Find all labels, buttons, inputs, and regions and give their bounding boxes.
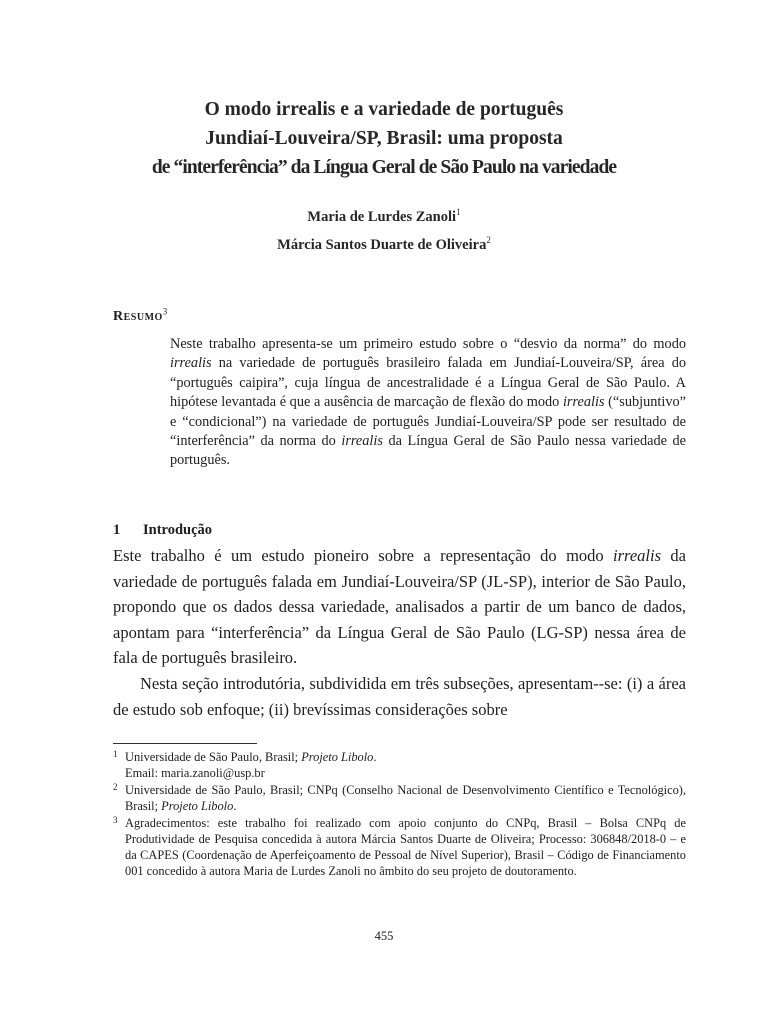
author-name: Márcia Santos Duarte de Oliveira [277, 237, 487, 253]
footnote-email[interactable]: Email: maria.zanoli@usp.br [125, 766, 265, 780]
body-text: da variedade de português falada em Jundiaí-Louveira/SP (JL-SP), interior de São Paulo, propondo que os dados dessa variedade, analisados a partir de um banco de dados, apontam para “interferência” da Língua Geral de São Paulo (LG-SP) nessa área de fala de português brasileiro. [113, 546, 686, 668]
body-italic-term: irrealis [613, 546, 662, 565]
title-line-2: Jundiaí-Louveira/SP, Brasil: uma proposta [205, 128, 563, 149]
footnote-text-end: . [233, 799, 237, 813]
footnote-text-end: . [373, 750, 377, 764]
title-line-1: O modo irrealis e a variedade de português [204, 99, 564, 120]
footnote-mark: 3 [113, 815, 118, 825]
title-line-3: de “interferência” da Língua Geral de São Paulo na variedade [151, 157, 617, 178]
author-name: Maria de Lurdes Zanoli [307, 209, 457, 225]
page-number: 455 [374, 929, 394, 943]
footnote-divider [113, 743, 257, 744]
paper-title [80, 95, 688, 182]
footnote-italic: Projeto Libolo [161, 799, 234, 813]
body-text: Este trabalho é um estudo pioneiro sobre a representação do modo [113, 546, 614, 565]
footnote-3 [113, 815, 686, 879]
footnote-text: Agradecimentos: este trabalho foi realizado com apoio conjunto do CNPq, Brasil – Bolsa CNPq de Produtividade de Pesquisa concedida à autora Márcia Santos Duarte de Oliveira; Processo: 306848/2018-0 – e da CAPES (Coordenação de Aperfeiçoamento de Pessoal de Nível Superior), Brasil – Código de Financiamento 001 concedido à autora Maria de Lurdes Zanoli no âmbito do seu projeto de doutoramento. [125, 816, 686, 878]
abstract-paragraph [170, 335, 686, 471]
abstract-text: Neste trabalho apresenta-se um primeiro estudo sobre o “desvio da norma” do modo [170, 336, 686, 352]
abstract-italic-term: irrealis [170, 355, 212, 372]
section-number: 1 [113, 522, 121, 538]
author-list [80, 203, 688, 259]
author-1 [80, 203, 688, 231]
abstract-italic-term: irrealis [341, 433, 383, 450]
footnote-1 [113, 749, 686, 781]
section-body [113, 543, 686, 722]
footnote-mark: 1 [113, 749, 118, 759]
body-paragraph-1 [113, 543, 686, 671]
abstract-body [170, 335, 686, 471]
abstract-text: (“subjuntivo” e “condicional”) na variedade de português Jundiaí-Louveira/SP pode ser resultado de “interferência” da norma do [170, 394, 686, 450]
abstract-text: da Língua Geral de São Paulo nessa variedade de português. [170, 433, 686, 469]
author-2 [80, 231, 688, 259]
footnotes [113, 749, 686, 880]
footnote-ref[interactable]: 2 [486, 235, 491, 246]
footnote-text: Universidade de São Paulo, Brasil; CNPq (Conselho Nacional de Desenvolvimento Científico e Tecnológico), Brasil; [125, 783, 686, 813]
footnote-ref[interactable]: 3 [162, 306, 168, 317]
footnote-italic: Projeto Libolo [301, 750, 374, 764]
abstract-italic-term: irrealis [562, 394, 605, 411]
abstract-heading [113, 306, 168, 325]
footnote-ref[interactable]: 1 [456, 207, 461, 218]
footnote-mark: 2 [113, 782, 118, 792]
body-paragraph-2: Nesta seção introdutória, subdividida em três subseções, apresentam--se: (i) a área de estudo sob enfoque; (ii) brevíssimas considerações sobre [113, 673, 686, 719]
abstract-heading-text: Resumo [113, 309, 163, 324]
section-title: Introdução [143, 522, 213, 538]
footnote-text: Universidade de São Paulo, Brasil; [125, 750, 302, 764]
abstract-text: na variedade de português brasileiro falada em Jundiaí-Louveira/SP, área do “português caipira”, cuja língua de ancestralidade é a Língua Geral de São Paulo. A hipótese levantada é que a ausência de marcação de flexão do modo [170, 355, 686, 411]
section-heading [113, 522, 212, 539]
footnote-2 [113, 782, 686, 814]
